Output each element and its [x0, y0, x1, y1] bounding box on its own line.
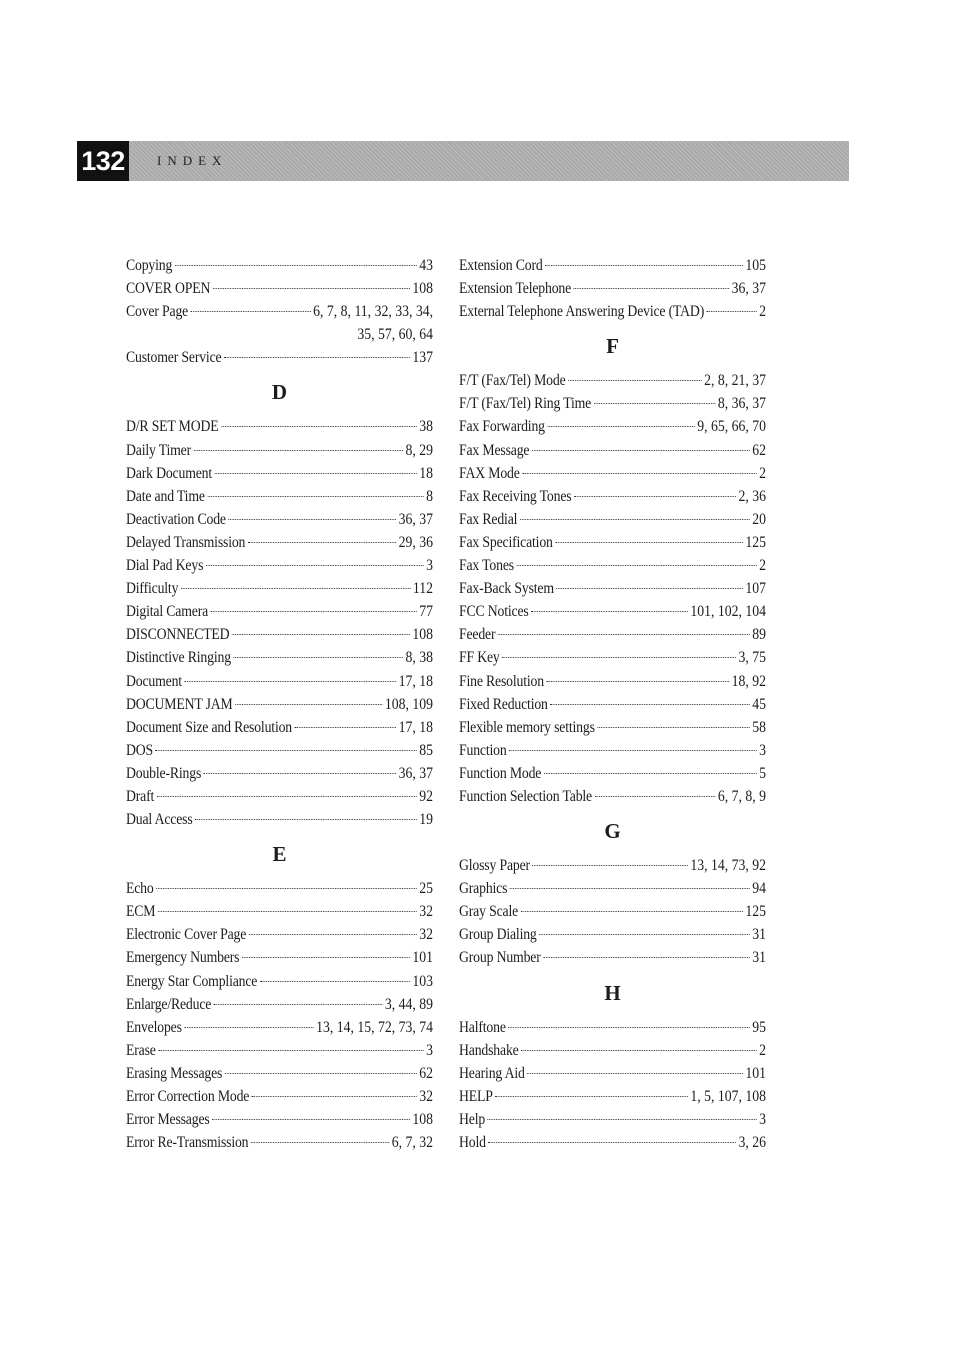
- dot-leader: [211, 611, 417, 612]
- entry-term: Feeder: [459, 626, 496, 644]
- dot-leader: [260, 981, 410, 982]
- index-entry: [126, 415, 433, 438]
- index-entry: [459, 369, 766, 392]
- index-entry: [459, 716, 766, 739]
- entry-term: F/T (Fax/Tel) Ring Time: [459, 395, 592, 413]
- entry-pages: 3: [426, 557, 434, 575]
- index-entry: [126, 762, 433, 785]
- entry-pages: 3: [759, 1110, 767, 1128]
- entry-pages: 8, 29: [405, 441, 434, 459]
- entry-term: F/T (Fax/Tel) Mode: [459, 372, 566, 390]
- dot-leader: [157, 796, 417, 797]
- entry-term: HELP: [459, 1087, 493, 1105]
- entry-pages: 36, 37: [731, 280, 767, 298]
- dot-leader: [508, 1027, 749, 1028]
- entry-pages: 13, 14, 73, 92: [690, 857, 767, 875]
- entry-pages: 31: [752, 949, 767, 967]
- entry-term: Error Correction Mode: [126, 1088, 250, 1105]
- entry-pages: 94: [752, 880, 767, 898]
- entry-term: Fax Message: [459, 441, 530, 459]
- entry-term: Error Messages: [126, 1111, 210, 1129]
- entry-term: Function Selection Table: [459, 787, 593, 805]
- entry-pages: 2: [759, 464, 767, 482]
- entry-term: Fax Forwarding: [459, 418, 545, 436]
- index-entry: [459, 600, 766, 623]
- index-entry: [126, 531, 433, 554]
- entry-term: Graphics: [459, 880, 508, 898]
- index-entry: [126, 946, 433, 969]
- dot-leader: [232, 634, 410, 635]
- index-entry: [126, 554, 433, 577]
- index-entry: [126, 785, 433, 808]
- entry-pages: 13, 14, 15, 72, 73, 74: [316, 1018, 434, 1036]
- entry-term: DOCUMENT JAM: [126, 695, 233, 713]
- entry-term: Energy Star Compliance: [126, 972, 258, 990]
- index-entry: [126, 462, 433, 485]
- entry-pages: 8, 38: [405, 649, 434, 667]
- index-entry: [459, 1085, 766, 1108]
- entry-pages: 62: [752, 441, 767, 459]
- entry-pages: 32: [419, 1088, 434, 1105]
- entry-term: Function Mode: [459, 764, 542, 782]
- entry-pages: 2: [759, 1041, 767, 1059]
- index-entry: [126, 970, 433, 993]
- dot-leader: [498, 634, 750, 635]
- entry-term: ECM: [126, 903, 156, 921]
- entry-term: Envelopes: [126, 1018, 182, 1036]
- entry-pages: 2: [759, 557, 767, 575]
- entry-pages: 108, 109: [384, 695, 434, 713]
- dot-leader: [228, 519, 396, 520]
- entry-pages: 105: [745, 257, 767, 274]
- entry-pages: 8, 36, 37: [717, 395, 767, 413]
- dot-leader: [215, 473, 417, 474]
- entry-pages: 125: [745, 903, 767, 921]
- index-entry: [126, 693, 433, 716]
- dot-leader: [156, 750, 417, 751]
- entry-pages: 101, 102, 104: [690, 603, 767, 621]
- index-entry: [459, 439, 766, 462]
- letter-heading: E: [272, 842, 287, 867]
- index-entry: [459, 277, 766, 300]
- entry-pages: 3, 75: [738, 649, 767, 667]
- dot-leader: [191, 311, 311, 312]
- dot-leader: [556, 588, 742, 589]
- dot-leader: [224, 357, 410, 358]
- index-entry: [459, 946, 766, 969]
- entry-pages: 108: [412, 626, 434, 644]
- dot-leader: [495, 1096, 687, 1097]
- entry-pages: 107: [745, 580, 767, 598]
- entry-pages: 6, 7, 8, 9: [717, 787, 767, 805]
- entry-term: Halftone: [459, 1018, 506, 1036]
- entry-pages: 25: [419, 880, 434, 898]
- page-number: 132: [77, 141, 129, 181]
- entry-term: Extension Telephone: [459, 280, 572, 298]
- entry-term: Document: [126, 672, 182, 690]
- entry-pages: 32: [419, 926, 434, 944]
- dot-leader: [531, 611, 688, 612]
- index-entry: [126, 1131, 433, 1154]
- entry-term: Dark Document: [126, 464, 213, 482]
- entry-pages: 101: [745, 1064, 767, 1082]
- index-entry: [126, 277, 433, 300]
- entry-term: Dial Pad Keys: [126, 557, 204, 575]
- entry-term: COVER OPEN: [126, 280, 211, 298]
- index-entry: [126, 1062, 433, 1085]
- dot-leader: [204, 773, 396, 774]
- entry-pages: 6, 7, 32: [391, 1134, 434, 1152]
- entry-pages: 31: [752, 926, 767, 944]
- entry-term: Draft: [126, 787, 155, 805]
- index-entry: [459, 785, 766, 808]
- dot-leader: [594, 403, 716, 404]
- dot-leader: [597, 727, 749, 728]
- dot-leader: [184, 1027, 313, 1028]
- dot-leader: [707, 311, 757, 312]
- entry-pages: 45: [752, 695, 767, 713]
- index-entry: [126, 900, 433, 923]
- index-entry: [459, 854, 766, 877]
- index-entry: [459, 554, 766, 577]
- index-entry: [126, 877, 433, 900]
- letter-heading: D: [271, 380, 288, 405]
- index-entry: [459, 693, 766, 716]
- entry-pages: 2, 8, 21, 37: [704, 372, 767, 390]
- dot-leader: [175, 265, 417, 266]
- entry-pages: 89: [752, 626, 767, 644]
- entry-term: Fax Receiving Tones: [459, 487, 572, 505]
- entry-term: Daily Timer: [126, 441, 192, 459]
- index-entry: [459, 762, 766, 785]
- entry-pages: 103: [412, 972, 434, 990]
- index-entry: [459, 623, 766, 646]
- index-entry: [459, 577, 766, 600]
- index-entry: [126, 577, 433, 600]
- dot-leader: [213, 288, 410, 289]
- index-entry: [459, 1131, 766, 1154]
- entry-term: Echo: [126, 880, 154, 898]
- entry-pages: 85: [419, 741, 434, 759]
- dot-leader: [225, 1073, 417, 1074]
- entry-term: Document Size and Resolution: [126, 718, 293, 736]
- dot-leader: [181, 588, 410, 589]
- index-column-left: [126, 254, 433, 1154]
- entry-pages: 3: [426, 1041, 434, 1059]
- entry-pages: 3: [759, 741, 767, 759]
- dot-leader: [555, 542, 742, 543]
- dot-leader: [595, 796, 716, 797]
- index-entry: [459, 1062, 766, 1085]
- dot-leader: [194, 450, 403, 451]
- entry-pages: 77: [419, 603, 434, 621]
- index-entry: [459, 1039, 766, 1062]
- entry-term: Date and Time: [126, 487, 205, 505]
- entry-pages: 137: [412, 349, 434, 367]
- entry-pages: 17, 18: [398, 718, 434, 736]
- entry-term: Enlarge/Reduce: [126, 995, 212, 1013]
- dot-leader: [532, 450, 750, 451]
- dot-leader: [207, 496, 423, 497]
- dot-leader: [517, 565, 757, 566]
- entry-pages: 62: [419, 1064, 434, 1082]
- entry-term: FF Key: [459, 649, 500, 667]
- entry-term: Distinctive Ringing: [126, 649, 231, 667]
- entry-term: Help: [459, 1110, 486, 1128]
- dot-leader: [550, 704, 749, 705]
- dot-leader: [295, 727, 396, 728]
- entry-pages: 9, 65, 66, 70: [697, 418, 767, 436]
- entry-term: Gray Scale: [459, 903, 519, 921]
- entry-pages: 2, 36: [738, 487, 767, 505]
- dot-leader: [488, 1142, 736, 1143]
- entry-pages: 5: [759, 764, 767, 782]
- entry-term: Double-Rings: [126, 764, 202, 782]
- index-entry: [459, 923, 766, 946]
- entry-term: Group Number: [459, 949, 541, 967]
- index-entry: [459, 485, 766, 508]
- index-entry: [459, 508, 766, 531]
- entry-term: Dual Access: [126, 811, 193, 829]
- dot-leader: [539, 934, 749, 935]
- entry-term: Group Dialing: [459, 926, 537, 944]
- entry-term: Copying: [126, 257, 173, 274]
- index-entry: [459, 392, 766, 415]
- entry-term: Difficulty: [126, 580, 179, 598]
- entry-term: External Telephone Answering Device (TAD): [459, 303, 705, 321]
- index-entry: [459, 877, 766, 900]
- entry-term: Error Re-Transmission: [126, 1134, 249, 1152]
- dot-leader: [527, 1073, 742, 1074]
- entry-term: DOS: [126, 741, 154, 759]
- dot-leader: [568, 380, 701, 381]
- dot-leader: [158, 911, 417, 912]
- entry-pages: 38: [419, 418, 434, 436]
- entry-pages: 19: [419, 811, 434, 829]
- entry-pages: 8: [426, 487, 434, 505]
- entry-pages: 6, 7, 8, 11, 32, 33, 34,: [313, 303, 434, 321]
- index-entry: [126, 670, 433, 693]
- entry-term: Hold: [459, 1134, 486, 1151]
- dot-leader: [543, 957, 749, 958]
- entry-term: DISCONNECTED: [126, 626, 230, 644]
- entry-term: Fine Resolution: [459, 672, 544, 690]
- dot-leader: [547, 681, 730, 682]
- entry-pages: 3, 26: [738, 1134, 767, 1151]
- entry-pages: 43: [419, 257, 434, 274]
- entry-term: Extension Cord: [459, 257, 543, 274]
- entry-term: Fax-Back System: [459, 580, 554, 598]
- entry-pages: 20: [752, 510, 767, 528]
- entry-pages: 3, 44, 89: [384, 995, 434, 1013]
- entry-pages: 32: [419, 903, 434, 921]
- index-entry: [126, 716, 433, 739]
- dot-leader: [221, 426, 417, 427]
- entry-pages: 92: [419, 787, 434, 805]
- entry-term: Glossy Paper: [459, 857, 530, 875]
- letter-heading: H: [604, 980, 621, 1005]
- entry-term: Flexible memory settings: [459, 718, 595, 736]
- dot-leader: [195, 819, 417, 820]
- entry-pages-continued: 35, 57, 60, 64: [357, 326, 433, 344]
- entry-pages: 101: [412, 949, 434, 967]
- index-entry: [126, 646, 433, 669]
- dot-leader: [544, 773, 757, 774]
- letter-heading: G: [604, 819, 621, 844]
- entry-pages: 125: [745, 533, 767, 551]
- dot-leader: [233, 657, 402, 658]
- entry-term: Digital Camera: [126, 603, 209, 621]
- letter-heading: F: [606, 334, 619, 359]
- dot-leader: [235, 704, 382, 705]
- entry-term: FCC Notices: [459, 603, 529, 621]
- dot-leader: [158, 1050, 423, 1051]
- entry-term: Delayed Transmission: [126, 533, 246, 551]
- section-title: INDEX: [157, 153, 228, 168]
- index-entry: [126, 993, 433, 1016]
- entry-pages: 108: [412, 280, 434, 298]
- index-entry: [126, 508, 433, 531]
- dot-leader: [214, 1004, 383, 1005]
- entry-pages: 108: [412, 1111, 434, 1129]
- dot-leader: [521, 911, 743, 912]
- entry-pages: 2: [759, 303, 767, 321]
- entry-term: Erase: [126, 1041, 156, 1059]
- dot-leader: [574, 496, 736, 497]
- entry-term: Function: [459, 741, 507, 759]
- entry-term: Emergency Numbers: [126, 949, 240, 967]
- index-entry: [459, 531, 766, 554]
- dot-leader: [521, 1050, 756, 1051]
- entry-term: Hearing Aid: [459, 1064, 525, 1082]
- index-entry: [126, 300, 433, 323]
- entry-term: Deactivation Code: [126, 510, 226, 528]
- index-entry: [126, 600, 433, 623]
- header-bar: [77, 141, 849, 181]
- entry-term: Handshake: [459, 1041, 519, 1059]
- dot-leader: [509, 750, 756, 751]
- dot-leader: [533, 865, 688, 866]
- entry-pages: 112: [412, 580, 434, 598]
- entry-term: Erasing Messages: [126, 1064, 223, 1082]
- entry-pages: 17, 18: [398, 672, 434, 690]
- index-entry: [459, 300, 766, 323]
- entry-term: Fixed Reduction: [459, 695, 548, 713]
- entry-pages: 36, 37: [398, 764, 434, 782]
- dot-leader: [522, 473, 756, 474]
- index-entry: [126, 739, 433, 762]
- index-entry: [126, 1039, 433, 1062]
- index-entry: [459, 1108, 766, 1131]
- entry-pages: 58: [752, 718, 767, 736]
- index-entry: [459, 670, 766, 693]
- index-entry: [126, 346, 433, 369]
- dot-leader: [488, 1119, 757, 1120]
- index-entry: [459, 415, 766, 438]
- dot-leader: [547, 426, 694, 427]
- index-entry: [459, 646, 766, 669]
- entry-term: Fax Tones: [459, 557, 514, 575]
- dot-leader: [252, 1096, 417, 1097]
- dot-leader: [206, 565, 424, 566]
- entry-term: D/R SET MODE: [126, 418, 219, 436]
- index-entry: [126, 485, 433, 508]
- index-entry: [459, 254, 766, 277]
- entry-term: Fax Redial: [459, 510, 518, 528]
- entry-pages: 95: [752, 1018, 767, 1036]
- index-entry: [126, 254, 433, 277]
- entry-pages: 18: [419, 464, 434, 482]
- entry-term: FAX Mode: [459, 464, 520, 482]
- dot-leader: [156, 888, 417, 889]
- index-entry: [126, 1108, 433, 1131]
- entry-pages: 1, 5, 107, 108: [690, 1087, 767, 1105]
- entry-pages: 36, 37: [398, 510, 434, 528]
- dot-leader: [545, 265, 743, 266]
- entry-pages: 29, 36: [398, 533, 434, 551]
- entry-term: Electronic Cover Page: [126, 926, 247, 944]
- dot-leader: [249, 934, 417, 935]
- dot-leader: [502, 657, 736, 658]
- index-entry: [126, 923, 433, 946]
- index-entry: [126, 808, 433, 831]
- index-entry: [459, 900, 766, 923]
- entry-pages: 18, 92: [731, 672, 767, 690]
- dot-leader: [574, 288, 729, 289]
- dot-leader: [251, 1142, 389, 1143]
- index-entry: [459, 1016, 766, 1039]
- dot-leader: [185, 681, 397, 682]
- dot-leader: [520, 519, 750, 520]
- index-column-right: [459, 254, 766, 1154]
- entry-term: Fax Specification: [459, 533, 553, 551]
- index-entry: [459, 462, 766, 485]
- entry-term: Cover Page: [126, 303, 189, 321]
- dot-leader: [510, 888, 750, 889]
- index-entry: [126, 439, 433, 462]
- dot-leader: [212, 1119, 410, 1120]
- index-entry: [459, 739, 766, 762]
- entry-term: Customer Service: [126, 349, 222, 367]
- dot-leader: [248, 542, 396, 543]
- index-entry: [126, 623, 433, 646]
- dot-leader: [242, 957, 410, 958]
- index-entry: [126, 1016, 433, 1039]
- index-entry: [126, 1085, 433, 1108]
